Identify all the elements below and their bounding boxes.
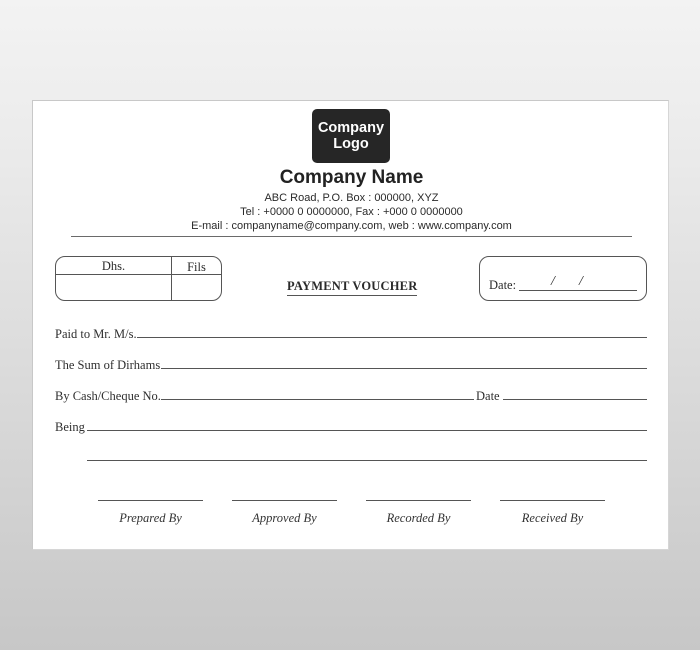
cheque-date-line[interactable]	[503, 399, 647, 400]
paid-to-label: Paid to Mr. M/s.	[55, 327, 137, 341]
fils-amount-input[interactable]	[173, 275, 221, 300]
signature-label-recorded: Recorded By	[386, 511, 451, 525]
signature-line-recorded[interactable]	[366, 500, 471, 501]
cheque-number-line[interactable]	[161, 399, 474, 400]
date-input-line[interactable]	[519, 290, 637, 291]
signature-line-received[interactable]	[500, 500, 605, 501]
company-contact: E-mail : companyname@company.com, web : www.company.com	[191, 220, 512, 232]
logo-text-line2: Logo	[333, 136, 369, 152]
date-box	[479, 256, 647, 301]
dhs-amount-input[interactable]	[58, 275, 169, 300]
header-divider	[71, 236, 632, 237]
signature-label-approved: Approved By	[252, 511, 317, 525]
dhs-label: Dhs.	[101, 259, 126, 273]
payment-voucher-document	[32, 100, 669, 550]
signature-line-prepared[interactable]	[98, 500, 203, 501]
sum-label: The Sum of Dirhams	[55, 358, 161, 372]
voucher-title: PAYMENT VOUCHER	[287, 279, 417, 296]
cheque-date-label: Date	[476, 389, 500, 403]
fils-label: Fils	[187, 260, 206, 274]
date-separator-1: /	[551, 274, 555, 289]
cheque-label: By Cash/Cheque No.	[55, 389, 161, 403]
being-line-1[interactable]	[87, 430, 647, 431]
signature-label-received: Received By	[521, 511, 584, 525]
signature-label-prepared: Prepared By	[119, 511, 182, 525]
amount-box	[55, 256, 222, 301]
date-separator-2: /	[579, 274, 583, 289]
company-name: Company Name	[279, 167, 424, 188]
being-label: Being	[55, 420, 85, 434]
logo-text-line1: Company	[317, 120, 385, 136]
company-logo	[312, 109, 390, 163]
sum-line[interactable]	[161, 368, 647, 369]
signature-line-approved[interactable]	[232, 500, 337, 501]
company-address: ABC Road, P.O. Box : 000000, XYZ	[264, 192, 439, 204]
date-label: Date:	[489, 278, 517, 292]
company-phone: Tel : +0000 0 0000000, Fax : +000 0 0000000	[240, 206, 463, 218]
paid-to-line[interactable]	[137, 337, 647, 338]
being-line-2[interactable]	[87, 460, 647, 461]
